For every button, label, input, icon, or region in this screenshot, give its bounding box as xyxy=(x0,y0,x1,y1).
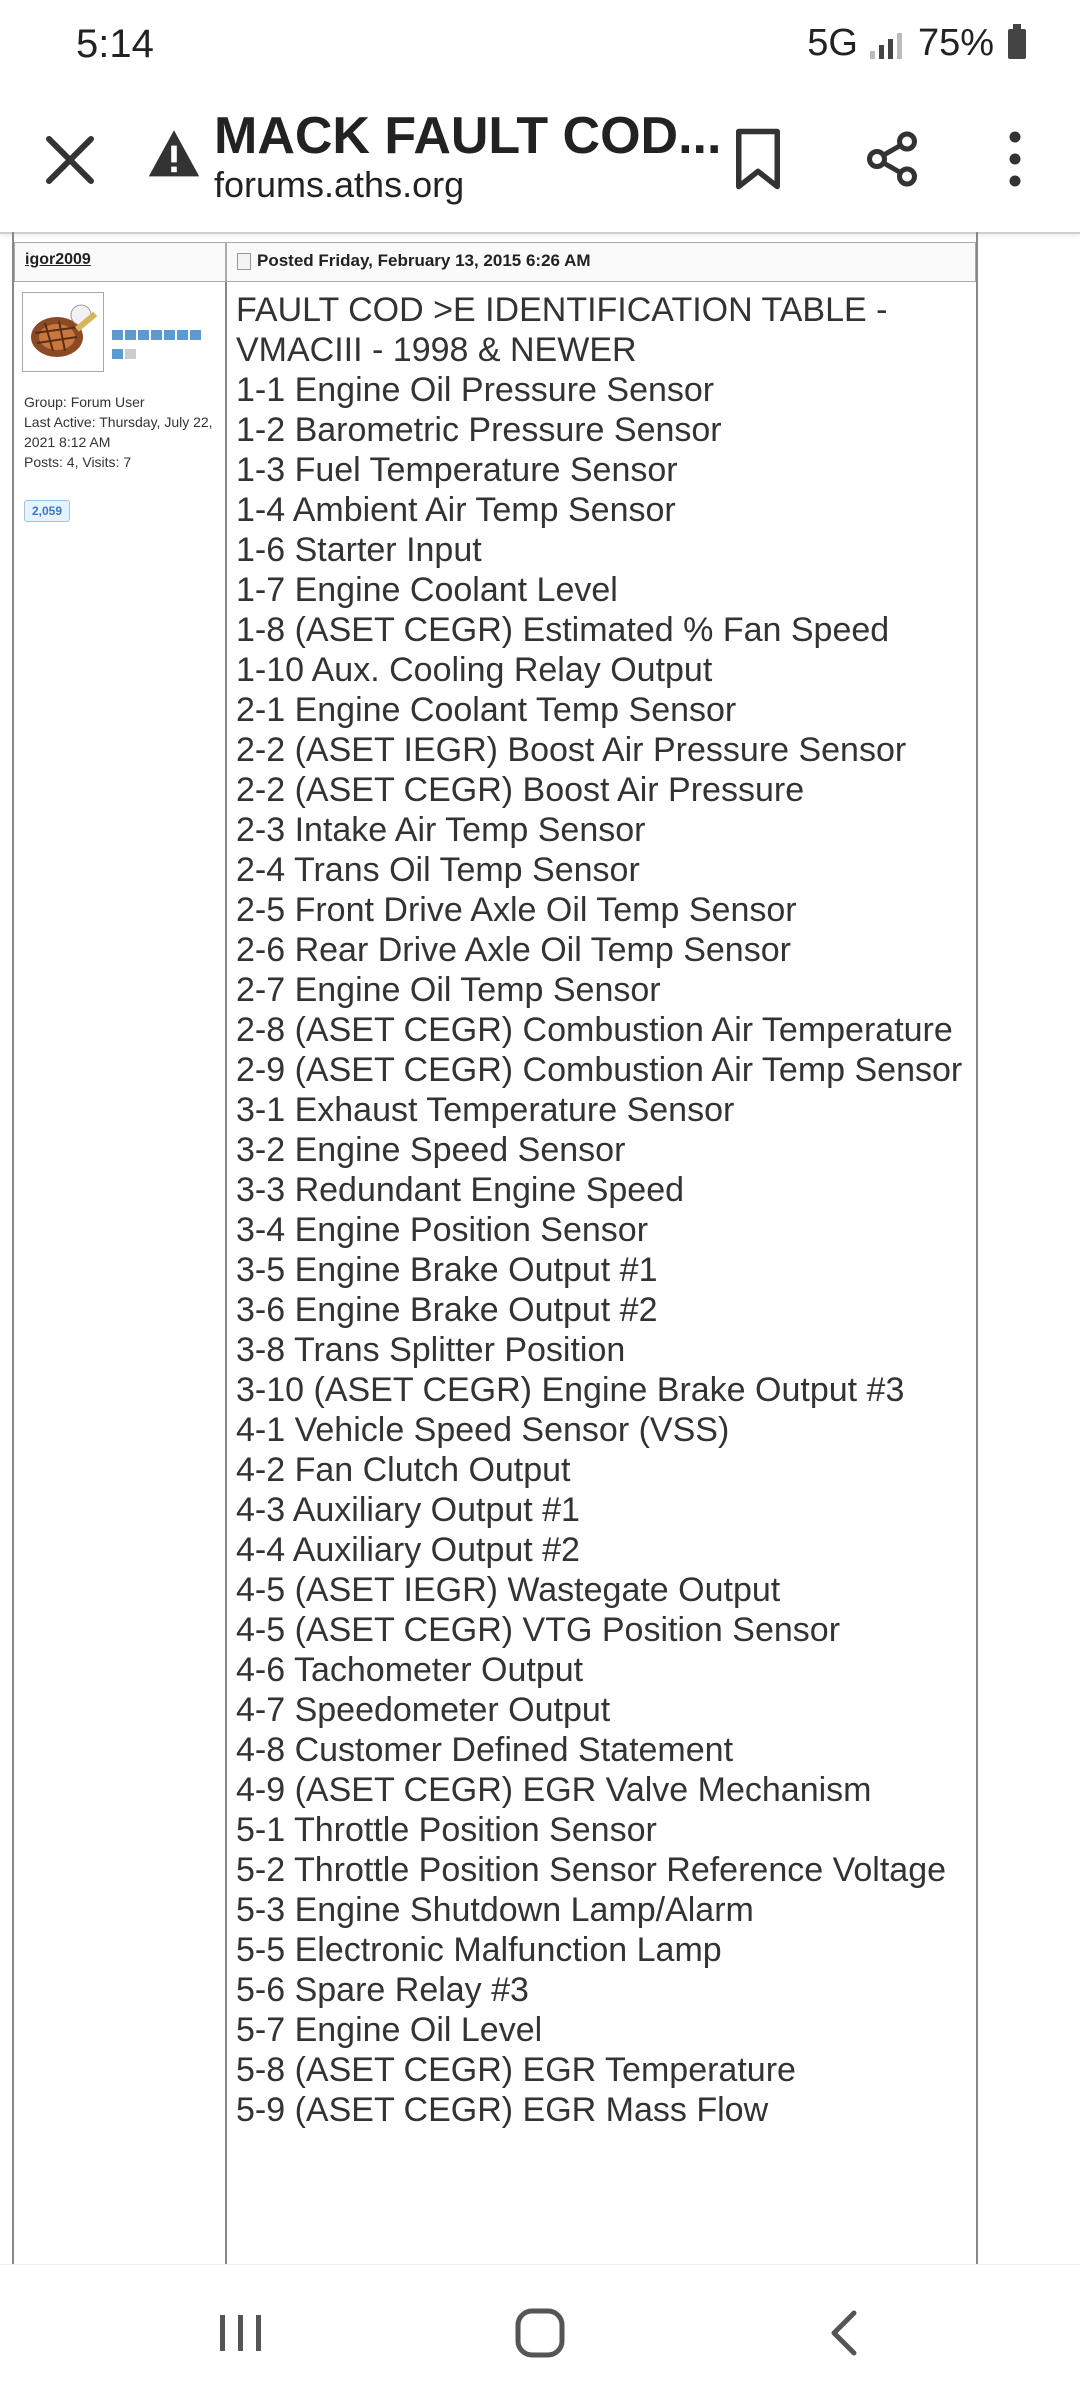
fault-code-item: 5-6 Spare Relay #3 xyxy=(236,1971,529,2009)
user-group: Group: Forum User xyxy=(24,394,145,410)
close-icon[interactable] xyxy=(40,130,100,190)
post-date xyxy=(237,251,591,271)
post-date-text: Posted Friday, February 13, 2015 6:26 AM xyxy=(257,251,591,270)
fault-code-item: 4-7 Speedometer Output xyxy=(236,1691,611,1729)
fault-code-item: 3-5 Engine Brake Output #1 xyxy=(236,1251,658,1289)
forum-page xyxy=(0,232,1080,2264)
fault-code-item: 4-1 Vehicle Speed Sensor (VSS) xyxy=(236,1411,730,1449)
share-icon[interactable] xyxy=(862,126,922,192)
fault-code-item: 5-9 (ASET CEGR) EGR Mass Flow xyxy=(236,2091,769,2129)
fault-code-item: 1-3 Fuel Temperature Sensor xyxy=(236,451,678,489)
post-body xyxy=(236,290,972,2130)
fault-code-item: 4-5 (ASET IEGR) Wastegate Output xyxy=(236,1571,781,1609)
fault-code-item: 2-3 Intake Air Temp Sensor xyxy=(236,811,646,849)
fault-code-item: 2-9 (ASET CEGR) Combustion Air Temp Sensor xyxy=(236,1051,963,1089)
fault-code-item: 4-9 (ASET CEGR) EGR Valve Mechanism xyxy=(236,1771,872,1809)
fault-code-item: 4-5 (ASET CEGR) VTG Position Sensor xyxy=(236,1611,841,1649)
battery-icon xyxy=(1008,29,1026,59)
fault-code-item: 1-2 Barometric Pressure Sensor xyxy=(236,411,722,449)
warning-icon[interactable] xyxy=(146,126,202,182)
fault-code-item: 4-2 Fan Clutch Output xyxy=(236,1451,571,1489)
document-icon xyxy=(237,253,251,270)
fault-code-item: 5-8 (ASET CEGR) EGR Temperature xyxy=(236,2051,796,2089)
fault-code-item: 2-5 Front Drive Axle Oil Temp Sensor xyxy=(236,891,797,929)
fault-code-item: 2-8 (ASET CEGR) Combustion Air Temperature xyxy=(236,1011,953,1049)
fault-code-item: 1-7 Engine Coolant Level xyxy=(236,571,618,609)
battery-percent: 75% xyxy=(917,22,994,64)
fault-code-item: 4-8 Customer Defined Statement xyxy=(236,1731,734,1769)
fault-code-item: 2-2 (ASET IEGR) Boost Air Pressure Sensor xyxy=(236,731,907,769)
fault-code-item: 1-4 Ambient Air Temp Sensor xyxy=(236,491,676,529)
column-divider xyxy=(225,282,227,2264)
status-time: 5:14 xyxy=(76,22,154,66)
page-url: forums.aths.org xyxy=(214,164,465,205)
network-label: 5G xyxy=(807,22,858,64)
author-link[interactable]: igor2009 xyxy=(25,251,91,268)
fault-code-item: 3-1 Exhaust Temperature Sensor xyxy=(236,1091,735,1129)
fault-code-item: 4-3 Auxiliary Output #1 xyxy=(236,1491,580,1529)
custom-tab-toolbar xyxy=(0,92,1080,234)
bookmark-icon[interactable] xyxy=(730,126,786,192)
fault-code-item: 3-6 Engine Brake Output #2 xyxy=(236,1291,658,1329)
rank-indicator xyxy=(112,330,212,368)
author-header xyxy=(14,242,226,282)
reputation-badge[interactable]: 2,059 xyxy=(24,500,70,522)
fault-code-item: 1-10 Aux. Cooling Relay Output xyxy=(236,651,713,689)
fault-code-item: 5-3 Engine Shutdown Lamp/Alarm xyxy=(236,1891,754,1929)
home-icon[interactable] xyxy=(512,2305,568,2361)
page-title: MACK FAULT COD... xyxy=(214,107,722,165)
fault-code-item: 2-1 Engine Coolant Temp Sensor xyxy=(236,691,737,729)
fault-code-item: 3-2 Engine Speed Sensor xyxy=(236,1131,626,1169)
fault-code-item: 5-1 Throttle Position Sensor xyxy=(236,1811,657,1849)
status-bar xyxy=(0,0,1080,92)
post-table xyxy=(12,232,978,2264)
fault-code-list xyxy=(236,370,972,2130)
fault-code-item: 2-4 Trans Oil Temp Sensor xyxy=(236,851,640,889)
user-posts-visits: Posts: 4, Visits: 7 xyxy=(24,454,132,470)
fault-code-item: 4-4 Auxiliary Output #2 xyxy=(236,1531,580,1569)
fault-code-item: 5-2 Throttle Position Sensor Reference Voltage xyxy=(236,1851,947,1889)
fault-code-item: 2-2 (ASET CEGR) Boost Air Pressure xyxy=(236,771,805,809)
user-last-active: Last Active: Thursday, July 22, 2021 8:12 AM xyxy=(24,414,213,450)
fault-code-item: 2-6 Rear Drive Axle Oil Temp Sensor xyxy=(236,931,791,969)
fault-code-item: 1-8 (ASET CEGR) Estimated % Fan Speed xyxy=(236,611,890,649)
post-body-title: FAULT COD >E IDENTIFICATION TABLE - VMACIII - 1998 & NEWER xyxy=(236,291,888,369)
fault-code-item: 1-1 Engine Oil Pressure Sensor xyxy=(236,371,715,409)
system-nav-bar xyxy=(0,2264,1080,2401)
fault-code-item: 5-5 Electronic Malfunction Lamp xyxy=(236,1931,722,1969)
fault-code-item: 3-4 Engine Position Sensor xyxy=(236,1211,649,1249)
fault-code-item: 3-3 Redundant Engine Speed xyxy=(236,1171,685,1209)
user-meta xyxy=(24,392,220,472)
post-header xyxy=(226,242,976,282)
recents-icon[interactable] xyxy=(216,2309,266,2357)
signal-icon xyxy=(870,29,902,59)
fault-code-item: 2-7 Engine Oil Temp Sensor xyxy=(236,971,661,1009)
back-icon[interactable] xyxy=(820,2307,870,2359)
fault-code-item: 5-7 Engine Oil Level xyxy=(236,2011,543,2049)
fault-code-item: 1-6 Starter Input xyxy=(236,531,482,569)
more-vert-icon[interactable] xyxy=(990,126,1040,192)
status-indicators xyxy=(807,22,1026,65)
fault-code-item: 3-10 (ASET CEGR) Engine Brake Output #3 xyxy=(236,1371,905,1409)
fault-code-item: 3-8 Trans Splitter Position xyxy=(236,1331,626,1369)
avatar[interactable] xyxy=(22,292,104,372)
fault-code-item: 4-6 Tachometer Output xyxy=(236,1651,584,1689)
